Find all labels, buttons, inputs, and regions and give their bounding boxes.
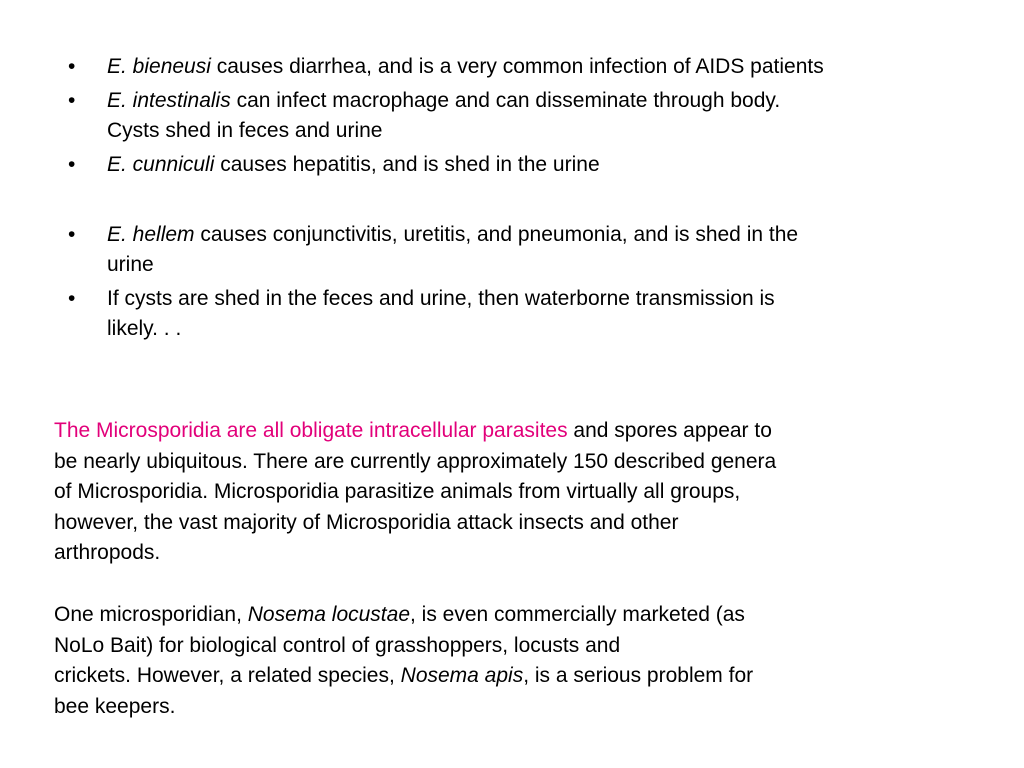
highlighted-text: The Microsporidia are all obligate intracellular parasites: [54, 419, 568, 442]
paragraph-text: be nearly ubiquitous. There are currently approximately 150 described genera: [54, 449, 777, 473]
paragraph-text: however, the vast majority of Microsporidia attack insects and other: [54, 510, 679, 534]
paragraph-text: bee keepers.: [54, 694, 176, 718]
nosema-paragraph: [54, 600, 954, 722]
species-name: E. cunniculi: [107, 153, 215, 176]
bullet-dot: •: [68, 55, 76, 78]
species-name: E. hellem: [107, 223, 195, 246]
species-name: E. bieneusi: [107, 55, 211, 78]
species-name: Nosema apis: [400, 664, 524, 687]
bullet-text-line2: Cysts shed in feces and urine: [107, 119, 383, 142]
bullet-dot: •: [68, 287, 76, 310]
bullet-text-line2: urine: [107, 253, 154, 276]
paragraph-text: arthropods.: [54, 541, 161, 564]
bullet-item-cunniculi: [0, 150, 1024, 180]
paragraph-text: , is a serious problem for: [523, 664, 754, 687]
microsporidia-paragraph: [54, 416, 954, 569]
species-name: Nosema locustae: [247, 603, 410, 626]
bullet-item-bieneusi: [0, 52, 1024, 82]
paragraph-text: of Microsporidia. Microsporidia parasitize animals from virtually all groups,: [54, 480, 741, 503]
bullet-list: [0, 52, 1024, 348]
bullet-dot: •: [68, 223, 76, 246]
paragraph-text: NoLo Bait) for biological control of grasshoppers, locusts and: [54, 633, 621, 657]
bullet-item-waterborne: [0, 284, 1024, 344]
bullet-text: causes diarrhea, and is a very common infection of AIDS patients: [210, 55, 824, 78]
bullet-text: causes hepatitis, and is shed in the urine: [214, 153, 600, 176]
bullet-item-intestinalis: [0, 86, 1024, 146]
paragraph-text: , is even commercially marketed (as: [410, 603, 745, 626]
bullet-text: can infect macrophage and can disseminate through body.: [230, 89, 781, 112]
bullet-text-line2: likely. . .: [107, 317, 182, 340]
bullet-text: causes conjunctivitis, uretitis, and pneumonia, and is shed in the: [194, 223, 799, 246]
species-name: E. intestinalis: [107, 89, 231, 112]
bullet-text: If cysts are shed in the feces and urine, then waterborne transmission is: [107, 287, 775, 310]
bullet-dot: •: [68, 153, 76, 176]
bullet-item-hellem: [0, 220, 1024, 280]
paragraph-text: One microsporidian,: [54, 603, 248, 626]
paragraph-text: and spores appear to: [567, 419, 772, 442]
paragraph-text: crickets. However, a related species,: [54, 664, 401, 687]
bullet-dot: •: [68, 89, 76, 112]
